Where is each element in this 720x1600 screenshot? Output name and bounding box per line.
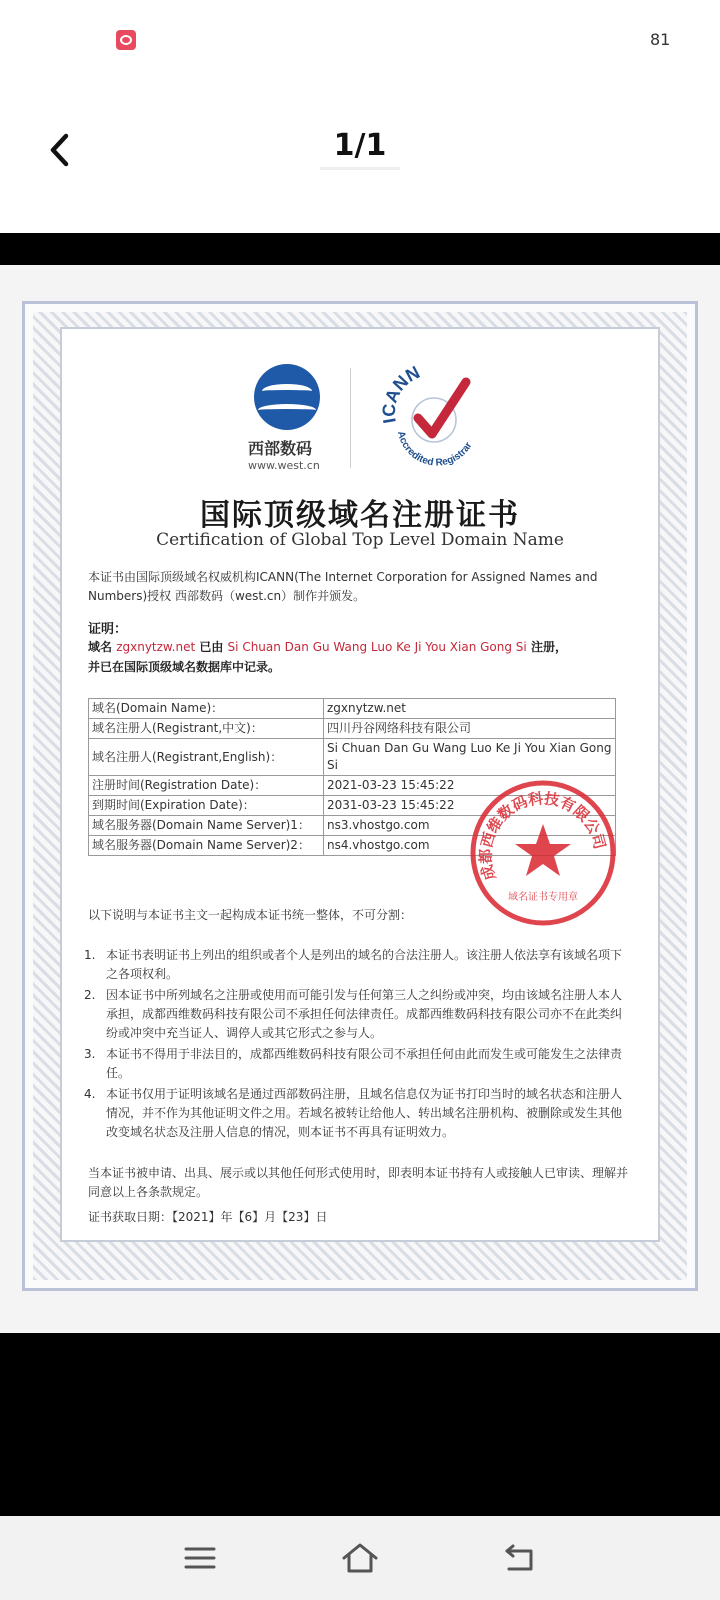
menu-icon	[184, 1545, 216, 1571]
home-button[interactable]	[338, 1536, 382, 1580]
table-key: 域名服务器(Domain Name Server)2：	[89, 836, 324, 856]
term-text: 本证书不得用于非法目的，成都西维数码科技有限公司不承担任何由此而发生或可能发生之法律责任。	[106, 1047, 623, 1080]
table-value: 四川丹谷网络科技有限公司	[324, 719, 616, 739]
image-letterbox-top	[0, 233, 720, 265]
certificate-title-en: Certification of Global Top Level Domain Name	[156, 530, 564, 550]
proof-mid: 已由	[199, 640, 224, 654]
certificate-date: 证书获取日期：【2021】年【6】月【23】日	[88, 1210, 328, 1224]
logo-divider	[350, 368, 351, 468]
proof-company: Si Chuan Dan Gu Wang Luo Ke Ji You Xian Gong Si	[227, 640, 527, 654]
icann-text: ICANN	[378, 362, 424, 425]
status-bar	[0, 0, 720, 80]
table-value: 2031-03-23 15:45:22	[324, 796, 616, 816]
list-item	[80, 946, 632, 984]
certificate-title-cn: 国际顶级域名注册证书	[200, 498, 520, 533]
table-row	[89, 719, 616, 739]
proof-prefix: 域名	[88, 640, 113, 654]
recent-apps-button[interactable]	[178, 1536, 222, 1580]
system-navigation-bar	[0, 1516, 720, 1600]
table-value: ns3.vhostgo.com	[324, 816, 616, 836]
list-item	[80, 1045, 632, 1083]
table-value: 2021-03-23 15:45:22	[324, 776, 616, 796]
west-logo-name: 西部数码	[248, 439, 313, 458]
list-item	[80, 1085, 632, 1142]
terms-list	[80, 946, 632, 1144]
certificate-intro: 本证书由国际顶级域名权威机构ICANN(The Internet Corporation for Assigned Names and Numbers)授权 西部数码（west.cn）制作并颁发。	[88, 570, 598, 603]
table-key: 注册时间(Registration Date)：	[89, 776, 324, 796]
west-logo-mark	[254, 364, 320, 430]
list-item	[80, 986, 632, 1043]
viewer-header	[0, 110, 720, 190]
page-counter: 1/1	[320, 128, 400, 170]
icann-arc-text: Accredited Registrar	[394, 430, 475, 469]
table-row	[89, 739, 616, 776]
term-text: 因本证书中所列域名之注册或使用而可能引发与任何第三人之纠纷或冲突，均由该域名注册人本人承担，成都西维数码科技有限公司不承担任何法律责任。成都西维数码科技有限公司亦不在此类纠纷或冲突中充当证人、调停人或其它形式之参与人。	[106, 988, 623, 1040]
table-value: zgxnytzw.net	[324, 699, 616, 719]
seal-bottom-text: 域名证书专用章	[508, 892, 578, 903]
west-logo-url: www.west.cn	[248, 459, 320, 472]
icann-logo	[378, 360, 488, 470]
notes-intro: 以下说明与本证书主文一起构成本证书统一整体，不可分割：	[88, 908, 413, 922]
proof-suffix: 注册，	[530, 640, 567, 654]
term-text: 本证书表明证书上列出的组织或者个人是列出的域名的合法注册人。该注册人依法享有该域名项下之各项权利。	[106, 948, 623, 981]
table-row	[89, 699, 616, 719]
app-notification-icon	[116, 30, 136, 50]
table-key: 域名注册人(Registrant,中文)：	[89, 719, 324, 739]
proof-domain: zgxnytzw.net	[116, 640, 196, 654]
back-icon	[503, 1543, 537, 1573]
home-icon	[341, 1542, 379, 1574]
battery-level: 81	[650, 30, 671, 49]
back-nav-button[interactable]	[498, 1536, 542, 1580]
term-number: 3.	[84, 1047, 96, 1061]
chevron-left-icon	[48, 132, 72, 168]
table-value: ns4.vhostgo.com	[324, 836, 616, 856]
company-seal	[468, 778, 618, 928]
west-logo	[248, 364, 328, 472]
term-number: 2.	[84, 988, 96, 1002]
image-letterbox-bottom	[0, 1333, 720, 1516]
term-number: 4.	[84, 1087, 96, 1101]
seal-ring-text: 成都西维数码科技有限公司	[476, 789, 609, 883]
table-value: Si Chuan Dan Gu Wang Luo Ke Ji You Xian Gong Si	[324, 739, 616, 776]
proof-statement	[88, 638, 648, 655]
closing-statement: 当本证书被申请、出具、展示或以其他任何形式使用时，即表明本证书持有人或接触人已审读、理解并同意以上各条款规定。	[88, 1166, 629, 1199]
table-key: 域名(Domain Name)：	[89, 699, 324, 719]
table-key: 到期时间(Expiration Date)：	[89, 796, 324, 816]
back-button[interactable]	[40, 128, 80, 172]
term-number: 1.	[84, 948, 96, 962]
proof-statement-line2: 并已在国际顶级域名数据库中记录。	[88, 660, 281, 674]
term-text: 本证书仅用于证明该域名是通过西部数码注册，且域名信息仅为证书打印当时的域名状态和注册人情况，并不作为其他证明文件之用。若域名被转让给他人、转出域名注册机构、被删除或发生其他改变域名状态及注册人信息的情况，则本证书不再具有证明效力。	[106, 1087, 623, 1139]
table-key: 域名注册人(Registrant,English)：	[89, 739, 324, 776]
table-key: 域名服务器(Domain Name Server)1：	[89, 816, 324, 836]
proof-label: 证明：	[88, 622, 128, 637]
